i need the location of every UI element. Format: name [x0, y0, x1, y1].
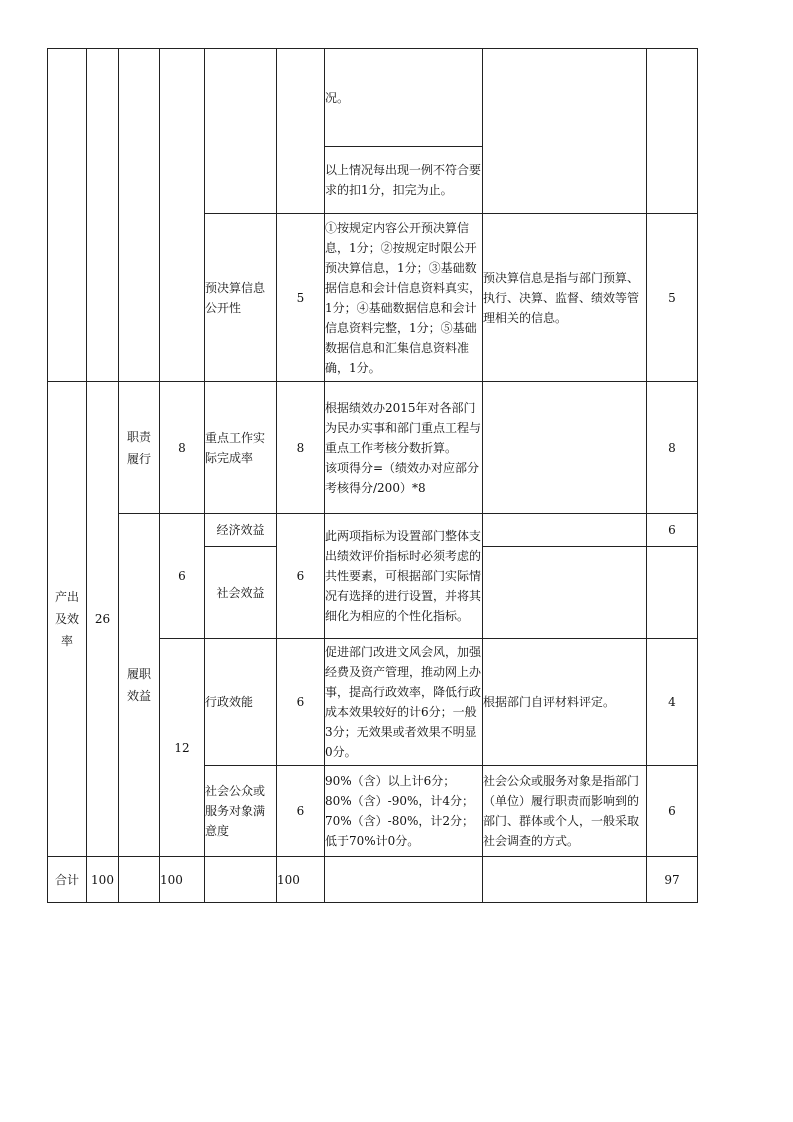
criteria-cell: 以上情况每出现一例不符合要求的扣1分，扣完为止。 — [325, 147, 483, 214]
subcategory-label: 职责履行 — [119, 382, 160, 514]
cell-empty — [205, 49, 277, 214]
score-cell: 6 — [647, 514, 698, 547]
score-cell: 5 — [647, 214, 698, 382]
subcategory-label: 履职效益 — [119, 514, 160, 857]
criteria-cell: 促进部门改进文风会风，加强经费及资产管理，推动网上办事，提高行政效率，降低行政成本效果较好的计6分；一般3分；无效果或者效果不明显0分。 — [325, 639, 483, 766]
criteria-cell — [325, 766, 483, 857]
score-cell: 4 — [647, 639, 698, 766]
total-cell: 100 — [160, 857, 205, 903]
total-score: 97 — [647, 857, 698, 903]
indicator-name: 重点工作实际完成率 — [205, 382, 277, 514]
subcategory-weight: 8 — [160, 382, 205, 514]
cell-empty — [483, 382, 647, 514]
cell-empty — [647, 49, 698, 214]
total-label: 合计 — [48, 857, 87, 903]
table-row — [48, 49, 698, 147]
indicator-name: 行政效能 — [205, 639, 277, 766]
cell-empty — [325, 857, 483, 903]
formula-text: 该项得分=（绩效办对应部分考核得分/200）*8 — [325, 460, 480, 495]
score-cell: 8 — [647, 382, 698, 514]
cell-empty — [160, 49, 205, 382]
indicator-weight: 6 — [277, 639, 325, 766]
cell-empty — [277, 49, 325, 214]
criteria-line: 80%（含）-90%，计4分； — [325, 794, 475, 808]
cell-empty — [483, 547, 647, 639]
criteria-line: 低于70%计0分。 — [325, 834, 420, 848]
table-row — [48, 382, 698, 514]
cell-empty — [483, 857, 647, 903]
indicator-weight: 6 — [277, 514, 325, 639]
cell-empty — [119, 49, 160, 382]
criteria-line: 90%（含）以上计6分； — [325, 774, 456, 788]
criteria-cell: ①按规定内容公开预决算信息，1分；②按规定时限公开预决算信息，1分；③基础数据信息和会计信息资料真实，1分；④基础数据信息和会计信息资料完整，1分；⑤基础数据信息和汇集信息资料准确，1分。 — [325, 214, 483, 382]
cell-empty — [119, 857, 160, 903]
criteria-line: 70%（含）-80%，计2分； — [325, 814, 475, 828]
indicator-name: 预决算信息公开性 — [205, 214, 277, 382]
indicator-name: 社会公众或服务对象满意度 — [205, 766, 277, 857]
score-cell: 6 — [647, 766, 698, 857]
indicator-name: 经济效益 — [205, 514, 277, 547]
indicator-weight: 6 — [277, 766, 325, 857]
table-row — [48, 514, 698, 547]
note-cell: 根据部门自评材料评定。 — [483, 639, 647, 766]
criteria-cell — [325, 382, 483, 514]
cell-empty — [205, 857, 277, 903]
total-cell: 100 — [87, 857, 119, 903]
category-weight: 26 — [87, 382, 119, 857]
note-cell: 社会公众或服务对象是指部门（单位）履行职责而影响到的部门、群体或个人，一般采取社会调查的方式。 — [483, 766, 647, 857]
category-label: 产出及效率 — [48, 382, 87, 857]
criteria-cell: 此两项指标为设置部门整体支出绩效评价指标时必须考虑的共性要素，可根据部门实际情况有选择的进行设置，并将其细化为相应的个性化指标。 — [325, 514, 483, 639]
subcategory-weight: 6 — [160, 514, 205, 639]
cell-empty — [48, 49, 87, 382]
indicator-name: 社会效益 — [205, 547, 277, 639]
cell-empty — [647, 547, 698, 639]
indicator-weight: 5 — [277, 214, 325, 382]
cell-empty — [87, 49, 119, 382]
total-cell: 100 — [277, 857, 325, 903]
indicator-weight: 8 — [277, 382, 325, 514]
note-cell: 预决算信息是指与部门预算、执行、决算、监督、绩效等管理相关的信息。 — [483, 214, 647, 382]
cell-empty — [483, 514, 647, 547]
criteria-text: 根据绩效办2015年对各部门为民办实事和部门重点工程与重点工作考核分数折算。 — [325, 400, 482, 455]
subcategory-weight: 12 — [160, 639, 205, 857]
evaluation-table — [47, 48, 698, 903]
table-row-total — [48, 857, 698, 903]
cell-empty — [483, 49, 647, 214]
criteria-cell: 况。 — [325, 49, 483, 147]
